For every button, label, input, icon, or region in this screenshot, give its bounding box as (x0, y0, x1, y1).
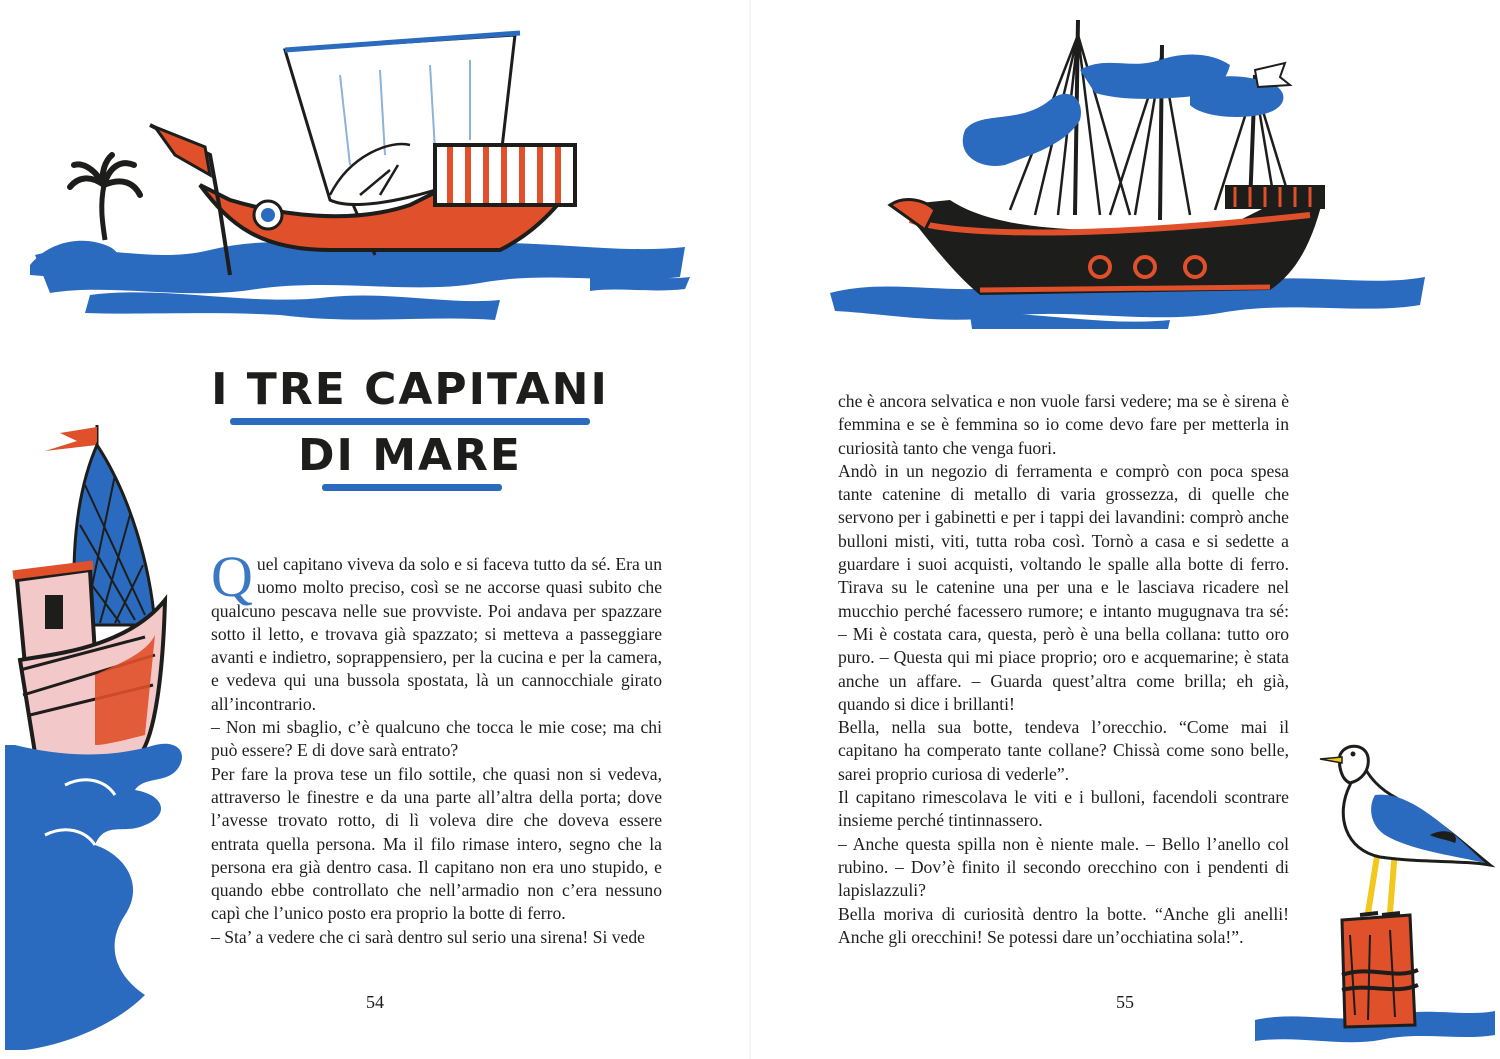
paragraph: Per fare la prova tese un filo sottile, che quasi non si vedeva, attraverso le finestre e da una parte all’altra della porta; dove l’avesse trovato rotto, di lì voleva dire che doveva essere entrata quella persona. Ma il filo rimase intero, segno che la persona era già dentro casa. Il capitano non era uno stupido, e quando ebbe controllato che nell’armadio non c’era nessuno capì che l’unico posto era proprio la botte di ferro. (211, 763, 662, 924)
paragraph: che è ancora selvatica e non vuole farsi vedere; ma se è sirena è femmina e se è femmina so io come devo fare per metterla in curiosità tanto che venga fuori. (838, 391, 1289, 458)
paragraph: – Non mi sbaglio, c’è qualcuno che tocca le mie cose; ma chi può essere? E di dove sarà entrato? (211, 717, 662, 761)
title-underline-1 (230, 418, 590, 425)
paragraph: – Sta’ a vedere che ci sarà dentro sul serio una sirena! Si vede (211, 926, 645, 947)
galleon-ship-illustration (830, 15, 1430, 330)
title-underline-2 (322, 484, 502, 491)
seagull-illustration (1250, 735, 1500, 1055)
fishing-boat-illustration (5, 415, 195, 1055)
paragraph: Bella, nella sua botte, tendeva l’orecchio. “Come mai il capitano ha comperato tante collane? Chissà come sono belle, sarei proprio curiosa di vederle”. (838, 717, 1289, 784)
left-page-text (211, 544, 662, 949)
page-number-left: 54 (366, 992, 384, 1012)
page-number-right: 55 (1116, 992, 1134, 1012)
chapter-title (200, 364, 620, 481)
chapter-title-line-1: I TRE CAPITANI (211, 364, 609, 415)
right-page (750, 0, 1500, 1059)
drop-cap: Q (211, 544, 253, 609)
paragraph: Bella moriva di curiosità dentro la botte. “Anche gli anelli! Anche gli orecchini! Se potessi dare un’occhiatina sola!”. (838, 903, 1289, 947)
galley-ship-illustration (30, 15, 700, 325)
paragraph: – Anche questa spilla non è niente male. – Bello l’anello col rubino. – Dov’è finito il secondo orecchino con i pendenti di lapislazzuli? (838, 833, 1289, 901)
paragraph: Il capitano rimescolava le viti e i bulloni, facendoli scontrare insieme perché tintinnassero. (838, 787, 1289, 831)
right-page-text (838, 390, 1289, 949)
chapter-title-line-2: DI MARE (298, 430, 522, 481)
paragraph: Quel capitano viveva da solo e si faceva tutto da sé. Era un uomo molto preciso, così se ne accorse quasi subito che qualcuno pescava nelle sue provviste. Poi andava per spazzare sotto il letto, e trovava già spazzato; si metteva a passeggiare avanti e indietro, soprappensiero, per la cucina e per la camera, e vedeva qui una bussola spostata, là un cannocchiale girato all’incontrario. (211, 544, 662, 714)
paragraph: Andò in un negozio di ferramenta e comprò con poca spesa tante catenine di metallo di varia grossezza, di quelle che servono per i gabinetti e per i tappi dei lavandini: comprò anche bulloni misti, viti, tutta roba così. Tornò a casa e si sedette a guardare i suoi acquisti, voltando le spalle alla botte di ferro. Tirava su le catenine una per una e le lasciava ricadere nel mucchio perché facessero rumore; e intanto mugugnava tra sé: – Mi è costata cara, questa, però è una bella collana: tutto oro puro. – Questa qui mi piace proprio; oro e acquemarine; è stata anche un affare. – Guarda quest’altra come brilla; eh già, quando si dice i brillanti! (838, 460, 1289, 714)
